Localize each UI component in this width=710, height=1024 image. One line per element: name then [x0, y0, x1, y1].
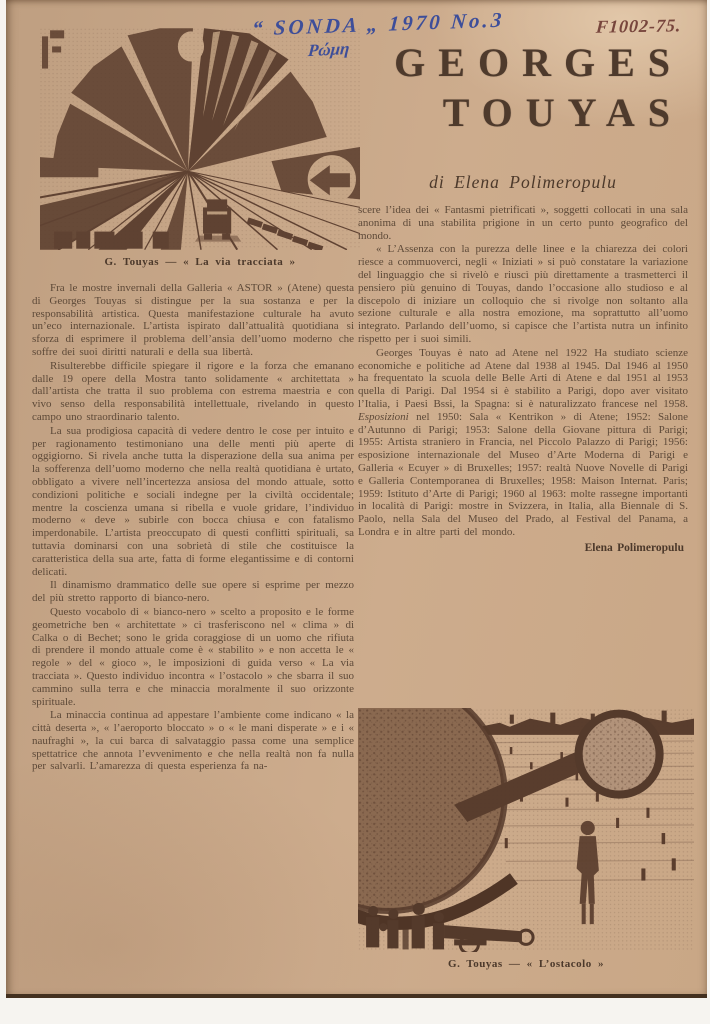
- bio-text-post: nel 1950: Sala « Kentrikon » di Atene; 1952: Salone d’Autunno di Parigi; 1953: Salone della Giovane pittura di Parigi; 1955: Artista straniero in Francia, nel Piccolo Palazzo di Parigi; 1956: esposizione internazionale del Museo d’Arte Moderna di Parigi e Galleria « Ecuyer » di Bruxelles; 1957: realtà Nuove Novelle di Parigi e Galleria Contemporanea di Bruxelles; 1958: Maison Internat. Paris; 1959: Istituto d’Arte di Parigi; 1960 al 1963: molte rassegne importanti in località di Parigi: mostre in Svizzera, in Italia, alla Biennale di S. Paolo, nella Sala del Museo del Prado, al Festival del Panama, a Londra e in altre parti del mondo.: [358, 410, 688, 538]
- paragraph: La sua prodigiosa capacità di vedere dentro le cose per intuito e per ragionamento testimoniano una delle menti più aperte di oggigiorno. Si rivela anche tutta la disperazione della sua anima per la sofferenza dell’uomo moderno che nella realtà quotidiana è urtato, obbligato a vivere nell’incertezza ansiosa del mondo attuale, sotto condizioni politiche e sociali indegne per la civiltà occidentale; mentre la coscienza umana si ribella e vuole gridare, l’individuo moderno « deve » subirle con bocca chiusa e con fatalismo imperdonabile. L’artista preoccupato di questi conflitti spirituali, sa tuttavia dominarsi con una sobrietà di stile che costituisce la caratteristica della sua arte, fatta di forme elegantissime e di contorni delicati.: [32, 424, 354, 578]
- article-title: [394, 38, 683, 138]
- paragraph: Risulterebbe difficile spiegare il rigore e la forza che emanano dalle 19 opere della Mostra tanto solidamente « architettata » dall’artista che tratta il suo problema con estrema maestria e con vivo senso della responsabilità intellettuale, rivelando in questo campo uno straordinario talento.: [32, 359, 354, 423]
- article-title-line2: TOUYAS: [442, 90, 683, 135]
- right-column-paragraphs: [358, 204, 688, 346]
- handwritten-catalog-number: F1002-75.: [595, 15, 683, 37]
- handwritten-magazine-note: “ SONDA „ 1970 No.3: [251, 7, 506, 41]
- paragraph: « L’Assenza con la purezza delle linee e la chiarezza dei colori riesce a commuoverci, negli « Iniziati » si può constatare la variazione del linguaggio che si rivelò e riuscì più direttamente a trasmetterci il pensiero più genuino di Touyas, dando l’occasione allo studioso e al discepolo di iniziare un colloquio che si rivolge non soltanto alla sezione culturale e alla nostra emozione, ma soprattutto all’uomo integrato. Parlando dell’uomo, si capisce che l’artista nutra un infinito rispetto per i suoi simili.: [358, 243, 688, 345]
- artwork-top-caption: G. Touyas — « La via tracciata »: [104, 256, 296, 268]
- artwork-bottom-caption: G. Touyas — « L’ostacolo »: [448, 958, 604, 970]
- artwork-l-ostacolo: [358, 708, 694, 952]
- paragraph: scere l’idea dei « Fantasmi pietrificati », soggetti collocati in una sala anonima di una stabilita prigione in un certo punto geografico del mondo.: [358, 204, 688, 242]
- paragraph: La minaccia continua ad appestare l’ambiente come indicano « la città deserta », « l’aeroporto bloccato » o « le mani disperate » e i « naufraghi », la cui barca di salvataggio passa come una semplice spettatrice che annota l’evvenimento e che nella realtà non fa nulla per salvarli. L’amarezza di questa esperienza fa na-: [32, 709, 354, 773]
- article-right-column: [358, 204, 688, 706]
- paragraph: Questo vocabolo di « bianco-nero » scelto a proposito e le forme geometriche ben « architettate » ci trasferiscono nel « clima » di Calka o di Bechet; sono le grida coraggiose di un uomo che rifiuta di prendere il mondo attuale come è « stabilito » e non accetta le « regole » del « gioco », le imposizioni di guida verso « La via tracciata ». Questo individuo incontra « l’ostacolo » che sbarra il suo cammino sulla terra e che minaccia moralmente il suo orizzonte spirituale.: [32, 605, 354, 708]
- article-byline: di Elena Polimeropulu: [429, 172, 617, 192]
- paragraph: Fra le mostre invernali della Galleria « ASTOR » (Atene) questa di Georges Touyas si distingue per la sua sostanza e per la responsabilità artistica. Questa manifestazione culturale ha avuto un’eco internazionale. L’artista ispirato dall’attualità quotidiana si sforza di esprimere il problema dell’ansia dell’uomo moderno che soffre dei suoi diritti naturali e della sua libertà.: [32, 282, 354, 358]
- article-title-line1: GEORGES: [394, 40, 683, 85]
- biography-paragraph: [358, 347, 688, 539]
- article-left-column: [32, 282, 354, 996]
- magazine-paper-sheet: [6, 0, 707, 998]
- bio-text-pre: Georges Touyas è nato ad Atene nel 1922 Ha studiato scienze economiche e politiche ad Atene dal 1938 al 1945. Dal 1946 al 1950 ha frequentato la scuola delle Belle Arti di Atene e dal 1951 al 1953 quella di Parigi. Dal 1954 si è stabilito a Parigi, dopo aver visitato l’Italia, i Paesi Bssi, la Spagna: si è naturalizzato francese nel 1958.: [358, 346, 688, 410]
- author-signature: Elena Polimeropulu: [584, 541, 684, 554]
- bio-text-italic: Esposizioni: [358, 410, 409, 423]
- handwritten-greek-note: Ρώμη: [307, 38, 351, 61]
- artwork-la-via-tracciata: [40, 28, 360, 250]
- paragraph: Il dinamismo drammatico delle sue opere si esprime per mezzo del più stretto rapporto di bianco-nero.: [32, 579, 354, 605]
